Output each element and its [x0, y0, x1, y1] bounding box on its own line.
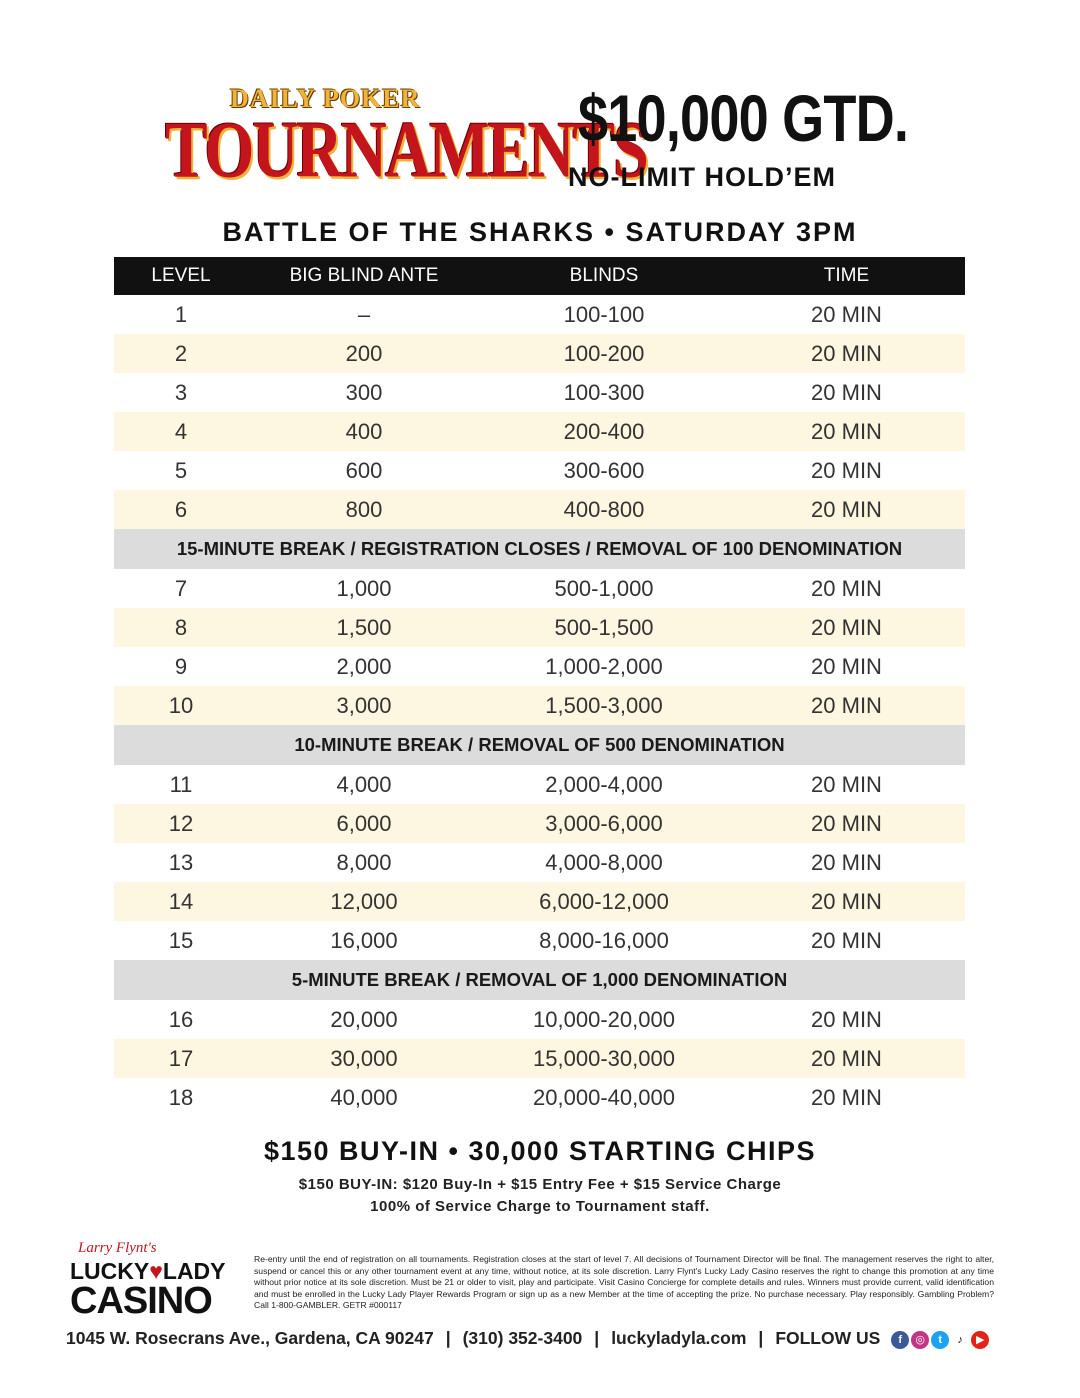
phone[interactable]: (310) 352-3400 — [462, 1328, 583, 1348]
table-row — [114, 843, 965, 882]
break-label: 15-MINUTE BREAK / REGISTRATION CLOSES / REMOVAL OF 100 DENOMINATION — [114, 529, 965, 569]
cell-ante: 16,000 — [330, 927, 398, 953]
cell-ante: 600 — [345, 457, 383, 483]
table-row — [114, 412, 965, 451]
cell-time: 20 MIN — [811, 457, 882, 483]
website-link[interactable]: luckyladyla.com — [611, 1328, 747, 1348]
table-row — [114, 882, 965, 921]
buyin-detail: $150 BUY-IN: $120 Buy-In + $15 Entry Fee + $15 Service Charge — [298, 1176, 782, 1193]
cell-time: 20 MIN — [811, 301, 882, 327]
cell-blinds: 300-600 — [563, 457, 645, 483]
cell-level: 16 — [168, 1006, 194, 1032]
cell-level: 1 — [174, 301, 188, 327]
cell-level: 11 — [169, 771, 193, 797]
table-row — [114, 490, 965, 529]
table-row — [114, 804, 965, 843]
table-row — [114, 1039, 965, 1078]
cell-blinds: 10,000-20,000 — [533, 1006, 675, 1032]
cell-time: 20 MIN — [811, 771, 882, 797]
cell-blinds: 100-100 — [563, 301, 645, 327]
break-row — [114, 725, 965, 765]
cell-level: 2 — [114, 334, 248, 373]
cell-ante: – — [357, 301, 371, 327]
event-title: BATTLE OF THE SHARKS • SATURDAY 3PM — [222, 217, 858, 247]
cell-ante: 12,000 — [248, 882, 480, 921]
cell-time: 20 MIN — [811, 1084, 882, 1110]
header-time: TIME — [728, 257, 965, 295]
twitter-icon[interactable]: t — [931, 1331, 949, 1349]
cell-level: 10 — [114, 686, 248, 725]
cell-level: 17 — [114, 1039, 248, 1078]
cell-time: 20 MIN — [728, 686, 965, 725]
cell-level: 3 — [174, 379, 188, 405]
break-label: 10-MINUTE BREAK / REMOVAL OF 500 DENOMINATION — [114, 725, 965, 765]
logo-tournaments: TOURNAMENTS — [165, 105, 647, 194]
cell-level: 7 — [174, 575, 188, 601]
cell-ante: 20,000 — [330, 1006, 398, 1032]
logo-daily-poker: DAILY POKER — [230, 84, 421, 113]
cell-ante: 1,000 — [336, 575, 392, 601]
cell-blinds: 1,500-3,000 — [480, 686, 728, 725]
cell-level: 8 — [114, 608, 248, 647]
header-ante: BIG BLIND ANTE — [248, 257, 480, 295]
follow-us-label: FOLLOW US — [775, 1328, 881, 1348]
cell-blinds: 3,000-6,000 — [480, 804, 728, 843]
facebook-icon[interactable]: f — [891, 1331, 909, 1349]
cell-time: 20 MIN — [811, 1006, 882, 1032]
table-row — [114, 765, 965, 804]
cell-blinds: 500-1,500 — [480, 608, 728, 647]
cell-ante: 1,500 — [248, 608, 480, 647]
cell-blinds: 100-300 — [563, 379, 645, 405]
cell-time: 20 MIN — [728, 804, 965, 843]
cell-ante: 4,000 — [336, 771, 392, 797]
table-row — [114, 921, 965, 960]
cell-blinds: 1,000-2,000 — [545, 653, 663, 679]
cell-ante: 2,000 — [336, 653, 392, 679]
heart-icon: ♥ — [149, 1258, 163, 1284]
cell-level: 5 — [174, 457, 188, 483]
cell-level: 13 — [168, 849, 194, 875]
table-row — [114, 569, 965, 608]
table-row — [114, 1000, 965, 1039]
logo-script: Larry Flynt's — [78, 1240, 157, 1256]
table-row — [114, 647, 965, 686]
cell-level: 6 — [114, 490, 248, 529]
table-header-row — [114, 257, 965, 295]
cell-ante: 40,000 — [330, 1084, 398, 1110]
break-row — [114, 960, 965, 1000]
cell-ante: 30,000 — [248, 1039, 480, 1078]
cell-time: 20 MIN — [728, 1039, 965, 1078]
cell-blinds: 20,000-40,000 — [533, 1084, 675, 1110]
service-charge-note: 100% of Service Charge to Tournament staff. — [370, 1198, 710, 1215]
cell-level: 14 — [114, 882, 248, 921]
cell-time: 20 MIN — [728, 608, 965, 647]
cell-ante: 200 — [248, 334, 480, 373]
header-blinds: BLINDS — [480, 257, 728, 295]
footer: 1045 W. Rosecrans Ave., Gardena, CA 90247 | (310) 352-3400 | luckyladyla.com | FOLLOW US f ◎ t ♪ ▶ — [66, 1328, 1026, 1350]
cell-blinds: 4,000-8,000 — [545, 849, 663, 875]
cell-time: 20 MIN — [811, 653, 882, 679]
cell-ante: 800 — [248, 490, 480, 529]
fine-print: Re-entry until the end of registration on all tournaments. Registration closes at the start of level 7. All decisions of Tournament Director will be final. The management reserves the right to alter, suspend or cancel this or any other tournament event at any time, without notice, at its sole discretion. Larry Flynt's Lucky Lady Casino reserves the right to change this promotion at any time without prior notice at its sole discretion. Must be 21 or older to visit, play and participate. Visit Casino Concierge for complete details and rules. Winners must provide current, valid identification and must be enrolled in the Lucky Lady Player Rewards Program or sign up as a new Member at the time of accepting the prize. No purchase necessary. Play responsibly. Gambling Problem? Call 1-800-GAMBLER. GETR #000117 — [254, 1254, 994, 1311]
cell-time: 20 MIN — [728, 882, 965, 921]
cell-blinds: 15,000-30,000 — [480, 1039, 728, 1078]
cell-time: 20 MIN — [811, 927, 882, 953]
cell-time: 20 MIN — [728, 334, 965, 373]
cell-blinds: 200-400 — [480, 412, 728, 451]
cell-time: 20 MIN — [811, 379, 882, 405]
break-label: 5-MINUTE BREAK / REMOVAL OF 1,000 DENOMINATION — [114, 960, 965, 1000]
cell-ante: 400 — [248, 412, 480, 451]
cell-time: 20 MIN — [728, 490, 965, 529]
cell-ante: 300 — [345, 379, 383, 405]
game-type: NO-LIMIT HOLD’EM — [568, 162, 836, 192]
address: 1045 W. Rosecrans Ave., Gardena, CA 90247 — [66, 1328, 434, 1348]
logo-casino: CASINO — [70, 1280, 212, 1322]
tiktok-icon[interactable]: ♪ — [951, 1331, 969, 1349]
cell-time: 20 MIN — [811, 849, 882, 875]
cell-blinds: 400-800 — [480, 490, 728, 529]
cell-blinds: 8,000-16,000 — [539, 927, 669, 953]
guarantee-amount: $10,000 GTD. — [578, 81, 909, 155]
break-row — [114, 529, 965, 569]
table-row — [114, 451, 965, 490]
cell-blinds: 100-200 — [480, 334, 728, 373]
instagram-icon[interactable]: ◎ — [911, 1331, 929, 1349]
cell-level: 15 — [168, 927, 194, 953]
youtube-icon[interactable]: ▶ — [971, 1331, 989, 1349]
header-level: LEVEL — [114, 257, 248, 295]
cell-blinds: 2,000-4,000 — [545, 771, 663, 797]
cell-time: 20 MIN — [811, 575, 882, 601]
buyin-headline: $150 BUY-IN • 30,000 STARTING CHIPS — [263, 1136, 817, 1166]
table-row — [114, 334, 965, 373]
header — [0, 0, 1080, 210]
blind-structure-table — [114, 257, 965, 1117]
table-row — [114, 686, 965, 725]
table-row — [114, 295, 965, 334]
cell-level: 9 — [174, 653, 188, 679]
cell-ante: 3,000 — [248, 686, 480, 725]
cell-blinds: 500-1,000 — [554, 575, 654, 601]
cell-ante: 8,000 — [336, 849, 392, 875]
cell-level: 4 — [114, 412, 248, 451]
cell-level: 18 — [168, 1084, 194, 1110]
cell-time: 20 MIN — [728, 412, 965, 451]
table-body — [114, 295, 965, 1117]
social-icons — [891, 1329, 991, 1350]
cell-level: 12 — [114, 804, 248, 843]
logo-lady: LADY — [162, 1258, 226, 1284]
logo-lucky: LUCKY — [70, 1258, 150, 1284]
cell-blinds: 6,000-12,000 — [480, 882, 728, 921]
table-row — [114, 1078, 965, 1117]
table-row — [114, 373, 965, 412]
cell-ante: 6,000 — [248, 804, 480, 843]
table-row — [114, 608, 965, 647]
